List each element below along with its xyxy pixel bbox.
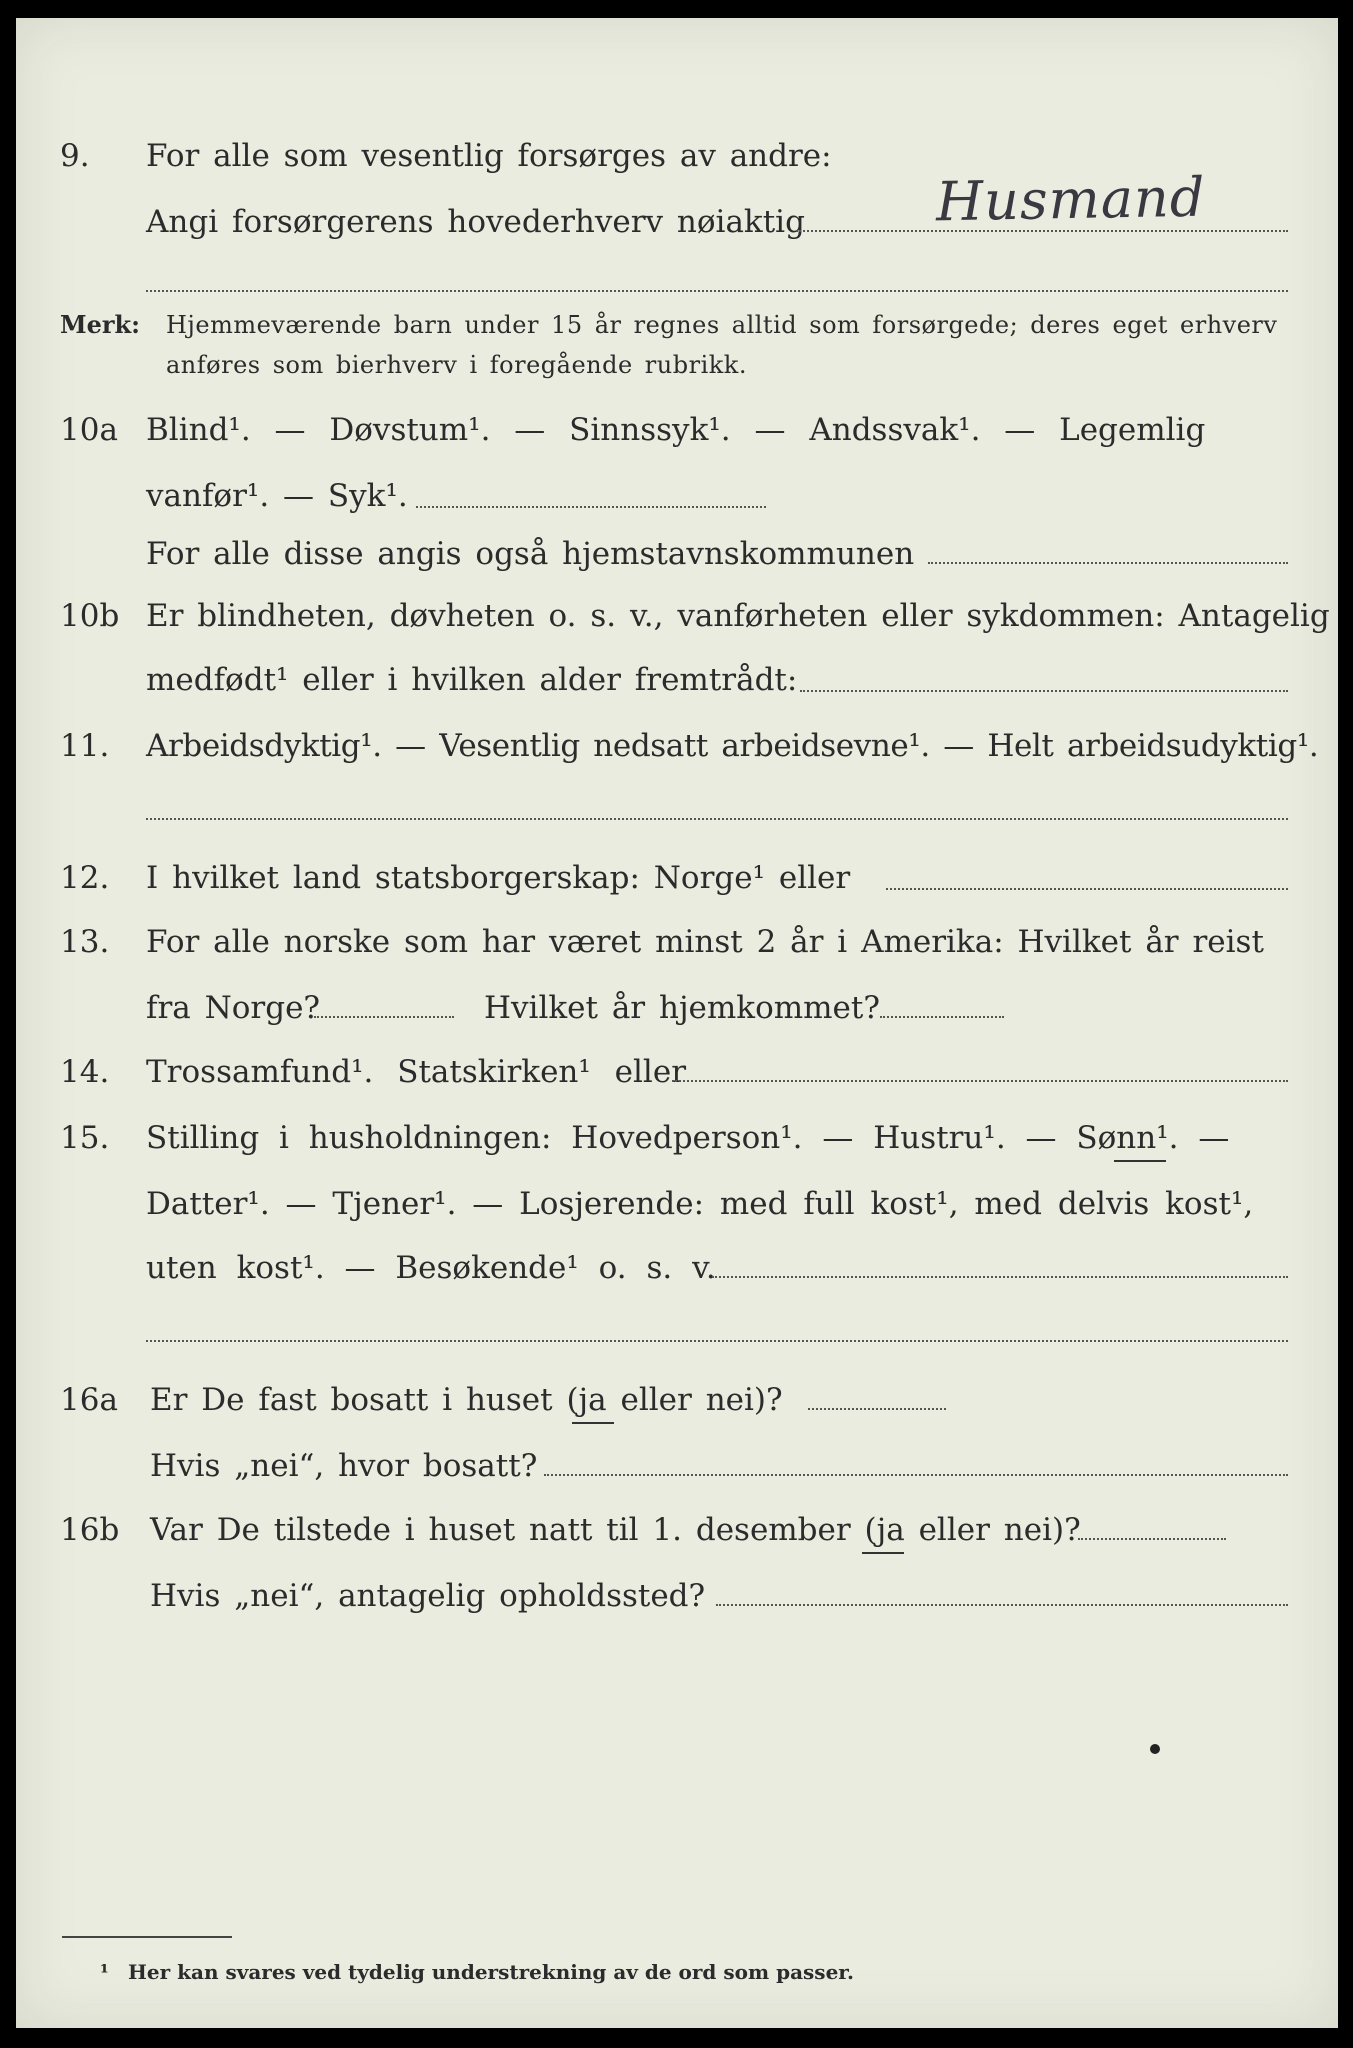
q11-dotted-line [146,818,1288,820]
q9-line2: Angi forsørgerens hovederhverv nøiaktig [146,204,805,240]
q16b-ja-underline [862,1552,904,1554]
q9-extra-dotted-line [146,290,1288,292]
q12-number: 12. [60,860,110,896]
q16b-dotted-line [1078,1538,1226,1540]
q16a-line2: Hvis „nei“, hvor bosatt? [150,1448,538,1484]
footnote-mark: ¹ [100,1960,109,1984]
q16a-dotted-line [808,1408,946,1410]
q16a-ja-underline [572,1422,614,1424]
q16a-number: 16a [60,1382,118,1418]
q9-handwritten-answer: Husmand [935,165,1206,234]
q16b-opholdssted-dotted-line [716,1604,1288,1606]
q16b-line2: Hvis „nei“, antagelig opholdssted? [150,1578,706,1614]
q16a-line1: Er De fast bosatt i huset (ja eller nei)? [150,1382,783,1418]
q15-line3: uten kost¹. — Besøkende¹ o. s. v. [146,1250,716,1286]
q15-number: 15. [60,1120,110,1156]
q12-line1: I hvilket land statsborgerskap: Norge¹ eller [146,860,851,896]
q15-dotted-line [712,1276,1288,1278]
q16b-number: 16b [60,1512,120,1548]
merk-label: Merk: [60,310,140,339]
footnote-text: Her kan svares ved tydelig understrekning av de ord som passer. [128,1960,854,1984]
q10a-line3: For alle disse angis også hjemstavnskommunen [146,536,915,572]
q11-line1: Arbeidsdyktig¹. — Vesentlig nedsatt arbeidsevne¹. — Helt arbeidsudyktig¹. [146,728,1319,764]
q16b-line1: Var De tilstede i huset natt til 1. desember (ja eller nei)? [150,1512,1081,1548]
q16a-bosatt-dotted-line [544,1474,1288,1476]
q10a-syk-dotted-line [416,506,766,508]
q14-line1: Trossamfund¹. Statskirken¹ eller [146,1054,687,1090]
q10a-line2: vanfør¹. — Syk¹. [146,478,408,514]
q10b-line1: Er blindheten, døvheten o. s. v., vanførheten eller sykdommen: Antagelig [146,598,1330,634]
q14-dotted-line [672,1080,1288,1082]
q10a-number: 10a [60,412,118,448]
q13-hjemkommet-dotted-line [880,1016,1004,1018]
q13-line2b: Hvilket år hjemkommet? [484,990,880,1026]
q14-number: 14. [60,1054,110,1090]
merk-line2: anføres som bierhverv i foregående rubrikk. [166,351,747,379]
ink-dot [1150,1744,1160,1754]
q10a-hjemstavn-dotted-line [928,562,1288,564]
q13-number: 13. [60,924,110,960]
q13-line1: For alle norske som har været minst 2 år i Amerika: Hvilket år reist [146,924,1264,960]
q10a-line1: Blind¹. — Døvstum¹. — Sinnssyk¹. — Andssvak¹. — Legemlig [146,412,1206,448]
q13-reist-dotted-line [314,1016,454,1018]
q12-dotted-line [886,888,1288,890]
q9-line1: For alle som vesentlig forsørges av andre: [146,138,832,174]
q15-line1: Stilling i husholdningen: Hovedperson¹. — Hustru¹. — Sønn¹. — [146,1120,1230,1156]
q9-number: 9. [60,138,90,174]
q10b-dotted-line [800,690,1288,692]
q15-line2: Datter¹. — Tjener¹. — Losjerende: med full kost¹, med delvis kost¹, [146,1186,1254,1222]
merk-line1: Hjemmeværende barn under 15 år regnes alltid som forsørgede; deres eget erhverv [166,311,1278,339]
q10b-line2: medfødt¹ eller i hvilken alder fremtrådt: [146,662,798,698]
footnote-rule [62,1936,232,1938]
q11-number: 11. [60,728,110,764]
q15-sonn-underline [1114,1160,1166,1162]
q10b-number: 10b [60,598,120,634]
q13-line2a: fra Norge? [146,990,321,1026]
q15-extra-dotted-line [146,1340,1288,1342]
census-form-page [16,18,1338,2028]
